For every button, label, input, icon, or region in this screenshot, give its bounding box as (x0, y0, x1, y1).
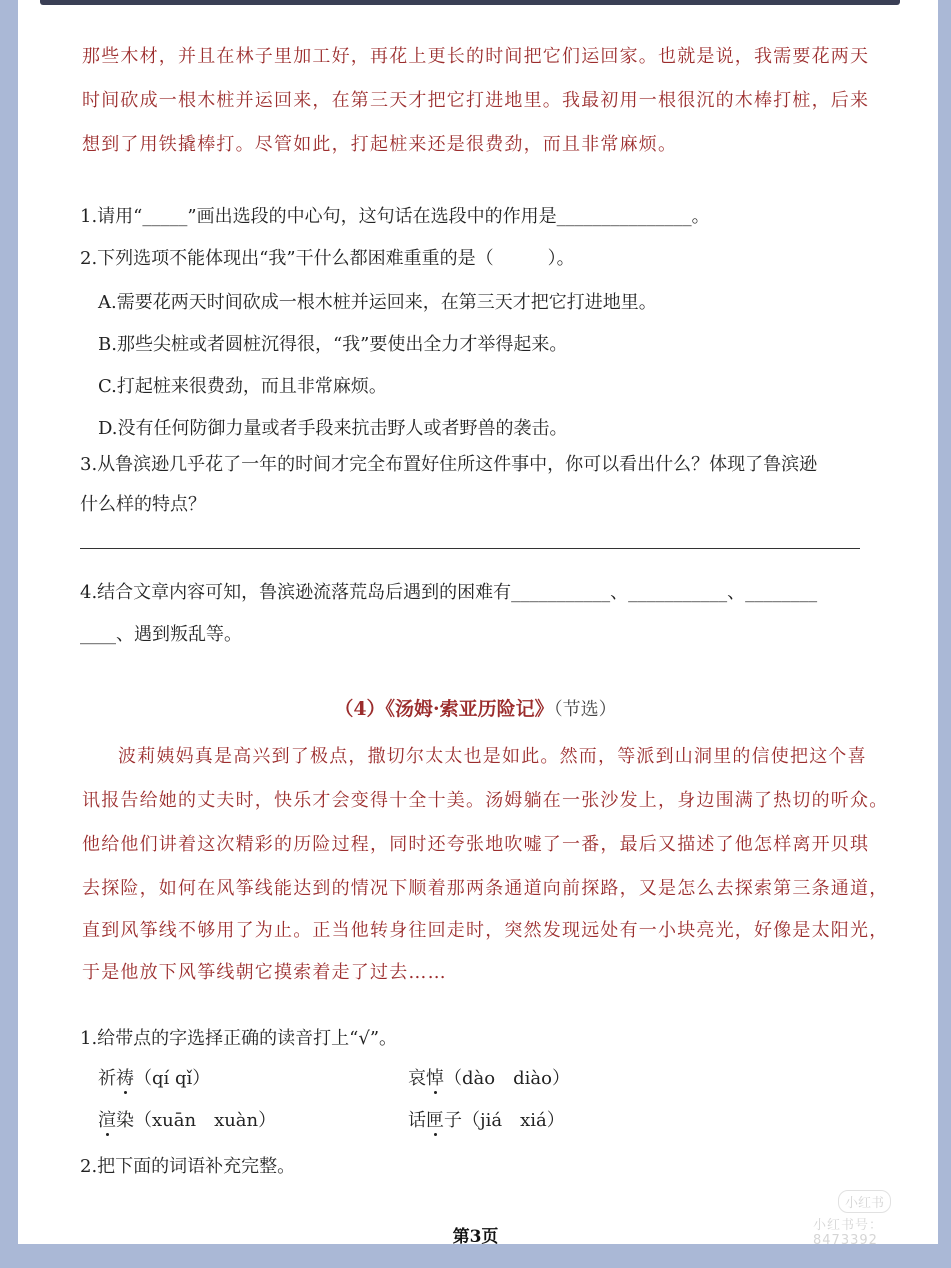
pinyin-item-4-pre: 话 (408, 1110, 426, 1131)
question-4-line-1: 4.结合文章内容可知，鲁滨逊流落荒岛后遇到的困难有___________、___________、________ (80, 582, 818, 603)
pinyin-item-3-options: 染（xuān xuàn） (116, 1110, 277, 1131)
pinyin-item-3-dotted-char: 渲 (98, 1110, 116, 1131)
option-c: C.打起桩来很费劲，而且非常麻烦。 (98, 376, 387, 397)
pinyin-item-2-dotted-char: 悼 (426, 1068, 444, 1089)
pinyin-item-1-pre: 祈 (98, 1068, 116, 1089)
pinyin-item-3 (98, 1106, 276, 1132)
pinyin-item-4-options: 子（jiá xiá） (444, 1110, 565, 1131)
question-2-1: 1.给带点的字选择正确的读音打上“√”。 (80, 1028, 398, 1049)
pinyin-item-2-pre: 哀 (408, 1068, 426, 1089)
passage1-line-3: 想到了用铁撬棒打。尽管如此，打起桩来还是很费劲，而且非常麻烦。 (82, 134, 678, 155)
pinyin-item-4 (408, 1106, 565, 1132)
passage2-line-4: 去探险，如何在风筝线能达到的情况下顺着那两条通道向前探路，又是怎么去探索第三条通道， (82, 878, 889, 899)
pinyin-item-2 (408, 1064, 570, 1090)
section-title-text: （4）《汤姆·索亚历险记》 (334, 698, 554, 720)
pinyin-item-1-dotted-char: 祷 (116, 1068, 134, 1089)
option-b: B.那些尖桩或者圆桩沉得很，“我”要使出全力才举得起来。 (98, 334, 568, 355)
pinyin-item-1-options: （qí qǐ） (134, 1068, 211, 1089)
question-3-line-1: 3.从鲁滨逊几乎花了一年的时间才完全布置好住所这件事中，你可以看出什么？体现了鲁滨逊 (80, 454, 818, 475)
page-number: 第3页 (452, 1227, 499, 1247)
passage2-line-1: 波莉姨妈真是高兴到了极点，撒切尔太太也是如此。然而，等派到山洞里的信使把这个喜 (118, 746, 867, 767)
passage2-line-5: 直到风筝线不够用了为止。正当他转身往回走时，突然发现远处有一小块亮光，好像是太阳光， (82, 920, 889, 941)
section-subtitle: （节选） (553, 699, 617, 720)
passage2-line-2: 讯报告给她的丈夫时，快乐才会变得十全十美。汤姆躺在一张沙发上，身边围满了热切的听众。 (82, 790, 889, 811)
pinyin-item-4-dotted-char: 匣 (426, 1110, 444, 1131)
question-4-line-2: ____、遇到叛乱等。 (80, 624, 242, 645)
question-2: 2.下列选项不能体现出“我”干什么都困难重重的是（ ）。 (80, 248, 575, 269)
top-edge-bar (40, 0, 900, 5)
watermark-text: 小红书号：8473392 (813, 1218, 884, 1248)
watermark (813, 1190, 933, 1248)
section-title (0, 694, 951, 721)
passage1-line-1: 那些木材，并且在林子里加工好，再花上更长的时间把它们运回家。也就是说，我需要花两天 (82, 46, 870, 67)
question-3-line-2: 什么样的特点？ (80, 494, 206, 515)
pinyin-item-2-options: （dào diào） (444, 1068, 570, 1089)
pinyin-item-1 (98, 1064, 210, 1090)
passage2-line-6: 于是他放下风筝线朝它摸索着走了过去…… (82, 962, 447, 983)
question-1: 1.请用“_____”画出选段的中心句，这句话在选段中的作用是_______________。 (80, 206, 710, 227)
answer-line (80, 548, 860, 549)
option-a: A.需要花两天时间砍成一根木桩并运回来，在第三天才把它打进地里。 (98, 292, 657, 313)
passage1-line-2: 时间砍成一根木桩并运回来，在第三天才把它打进地里。我最初用一根很沉的木棒打桩，后来 (82, 90, 870, 111)
option-d: D.没有任何防御力量或者手段来抗击野人或者野兽的袭击。 (98, 418, 568, 439)
watermark-badge: 小红书 (838, 1190, 891, 1213)
question-2-2: 2.把下面的词语补充完整。 (80, 1156, 296, 1177)
passage2-line-3: 他给他们讲着这次精彩的历险过程，同时还夸张地吹嘘了一番，最后又描述了他怎样离开贝琪 (82, 834, 870, 855)
